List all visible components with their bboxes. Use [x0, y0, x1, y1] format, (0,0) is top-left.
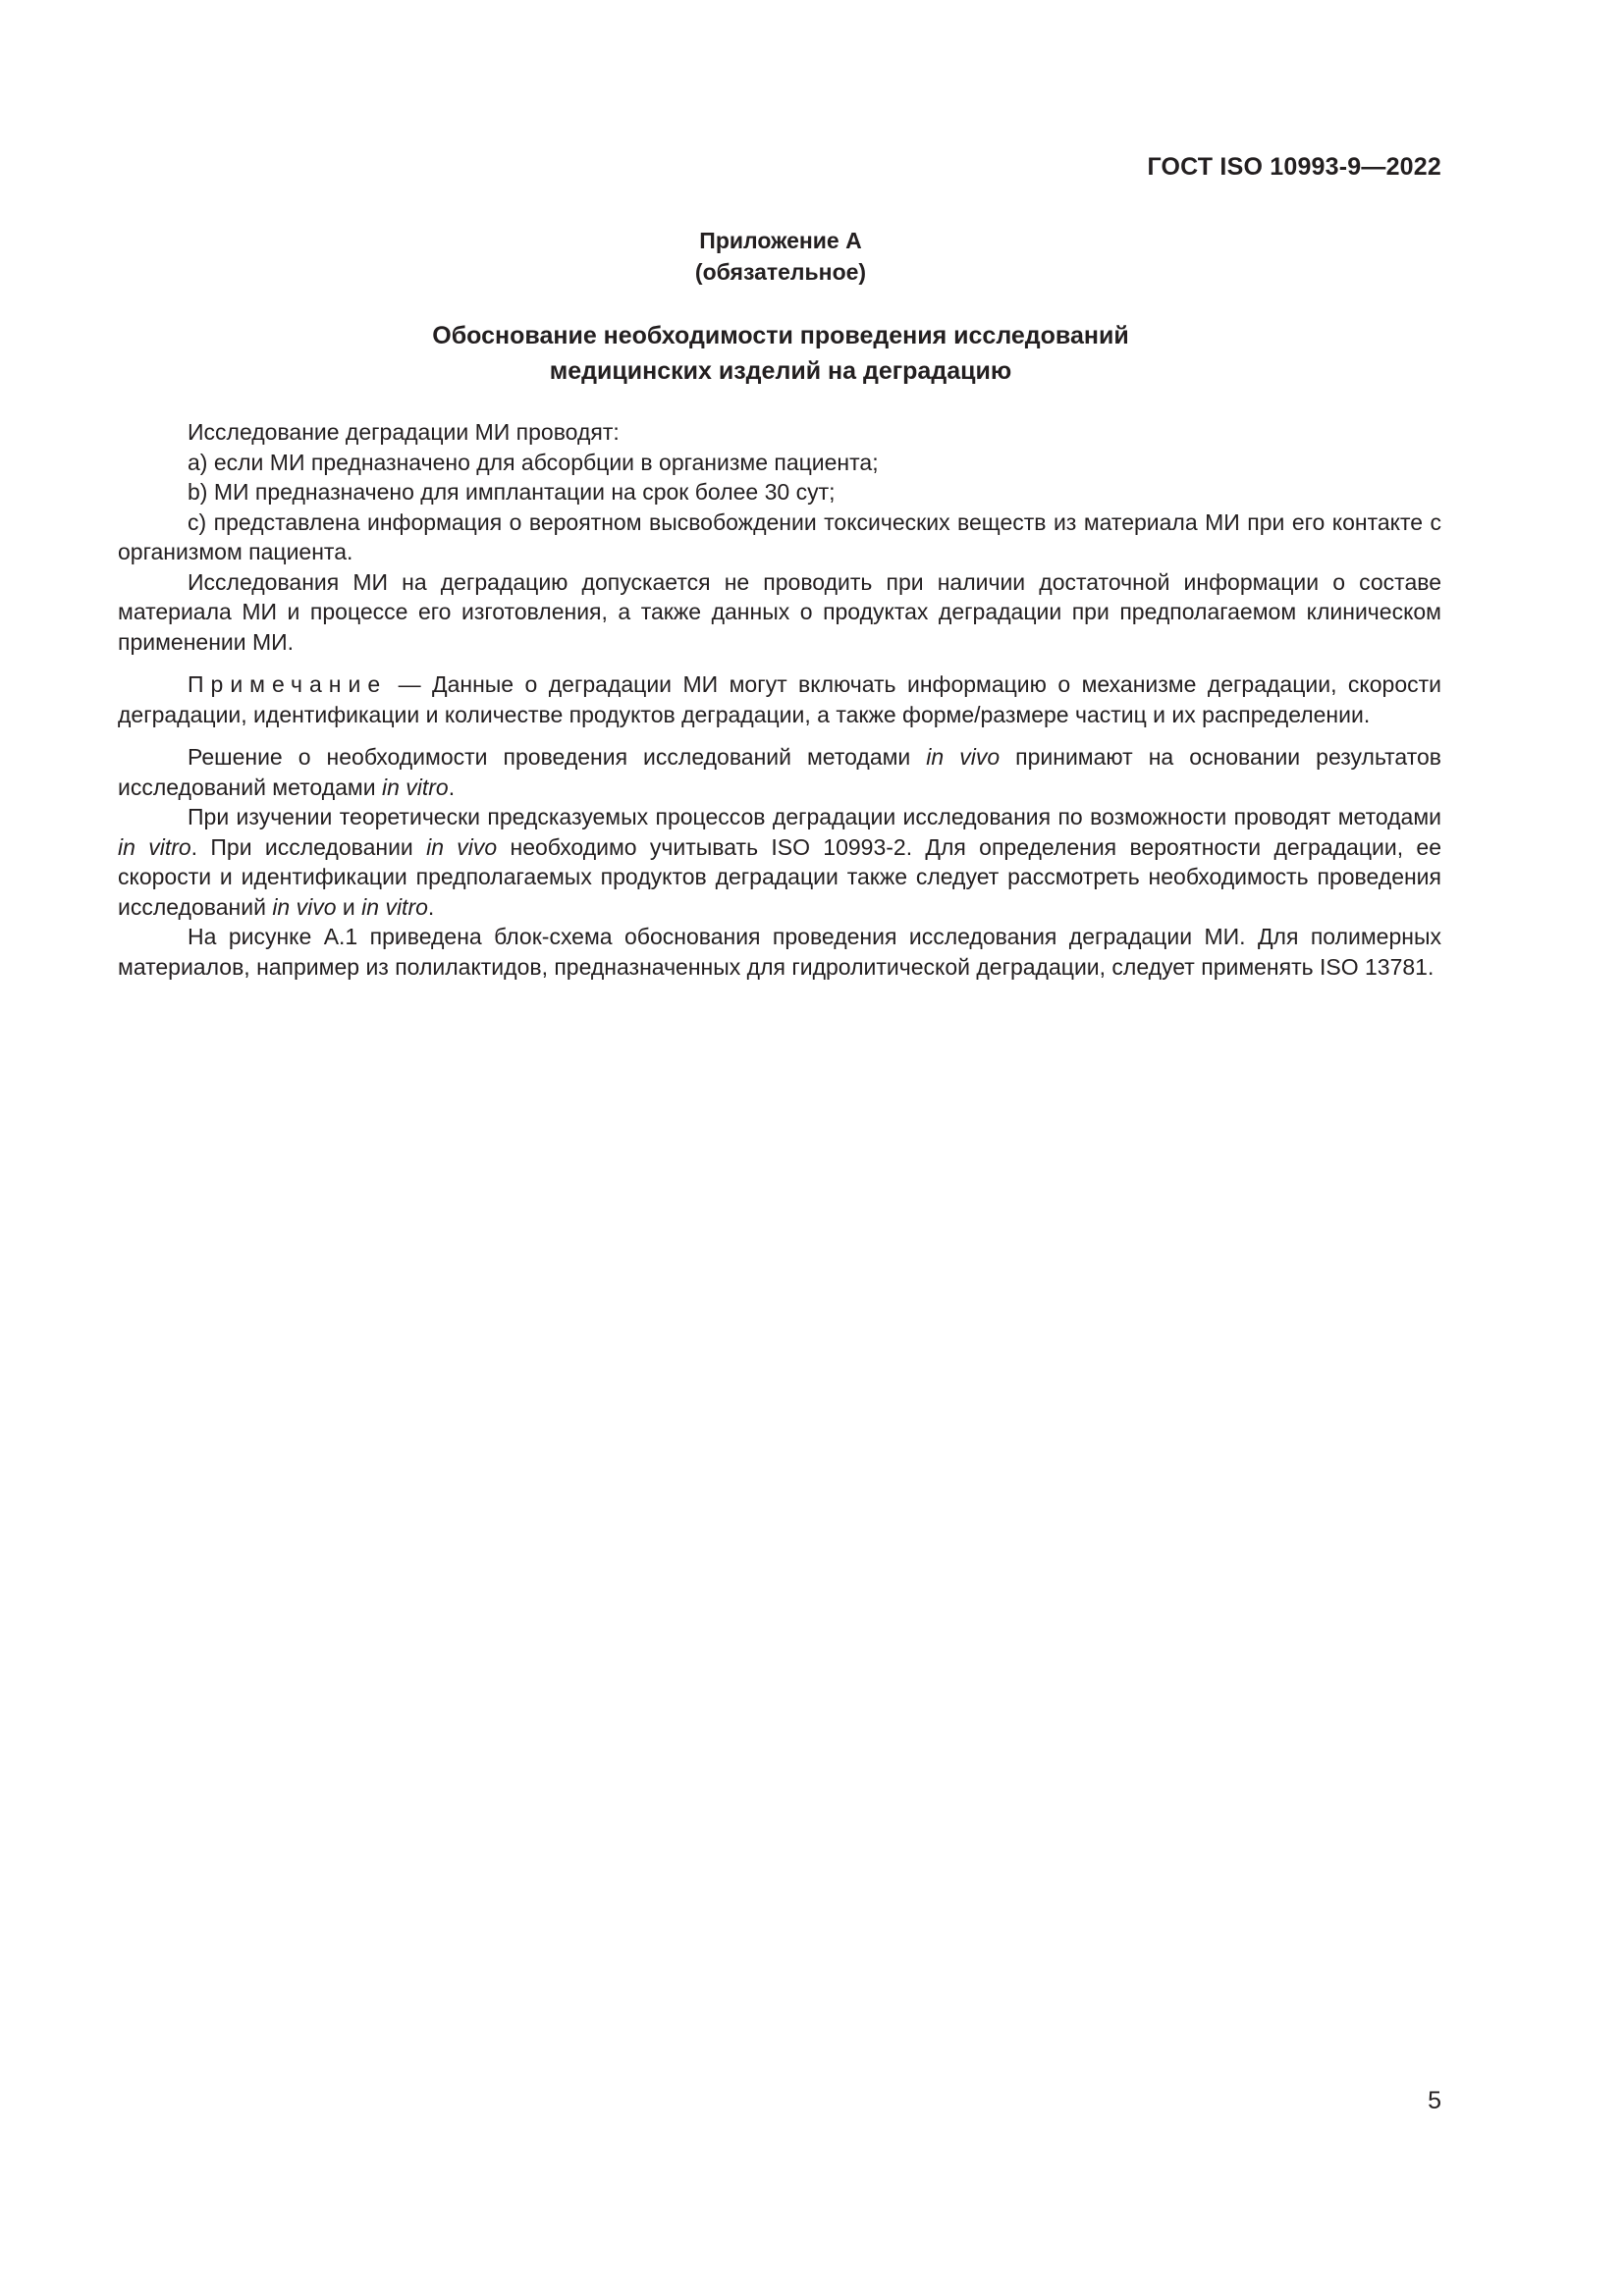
section-heading: [118, 318, 1443, 389]
decision-text-2: принимают на основании результатов исследований методами: [118, 744, 1441, 800]
note-paragraph: [118, 669, 1441, 729]
annex-title: Приложение А: [699, 228, 862, 253]
page-number: 5: [1428, 2087, 1441, 2114]
list-item-c: с) представлена информация о вероятном высвобождении токсических веществ из материала МИ при его контакте с организмом пациента.: [118, 508, 1441, 564]
section-heading-line-1: Обоснование необходимости проведения исследований: [432, 322, 1129, 349]
study-paragraph: [118, 802, 1441, 922]
study-text-4: и: [336, 893, 362, 920]
figure-reference-paragraph: На рисунке А.1 приведена блок-схема обоснования проведения исследования деградации МИ. Для полимерных материалов, например из полилактидов, предназначенных для гидролитической деградации, следует применять ISO 13781.: [118, 924, 1441, 980]
exemption-paragraph: Исследования МИ на деградацию допускается не проводить при наличии достаточной информации о составе материала МИ и процессе его изготовления, а также данных о продуктах деградации при предполагаемом клиническом применении МИ.: [118, 568, 1441, 655]
list-item-a: а) если МИ предназначено для абсорбции в организме пациента;: [188, 449, 879, 475]
decision-text-3: .: [448, 774, 456, 800]
decision-text-1: Решение о необходимости проведения исследований методами: [188, 744, 927, 770]
study-text-5: .: [427, 893, 435, 920]
document-code: ГОСТ ISO 10993-9—2022: [1147, 153, 1441, 181]
term-in-vivo: in vivo: [926, 744, 1001, 770]
term-in-vitro: in vitro: [381, 774, 449, 800]
study-text-3: необходимо учитывать ISO 10993-2. Для определения вероятности деградации, ее скорости и идентификации предполагаемых продуктов деградации также следует рассмотреть необходимость проведения исследований: [118, 833, 1441, 920]
decision-paragraph: [118, 742, 1441, 802]
section-heading-line-2: медицинских изделий на деградацию: [549, 357, 1012, 385]
term-in-vitro: in vitro: [118, 833, 191, 860]
study-text-2: . При исследовании: [190, 833, 427, 860]
note-label: Примечание: [188, 671, 388, 697]
study-text-1: При изучении теоретически предсказуемых процессов деградации исследования по возможности проводят методами: [188, 804, 1441, 829]
body-text: [118, 417, 1441, 982]
list-item-b: b) МИ предназначено для имплантации на срок более 30 сут;: [188, 479, 836, 505]
term-in-vivo: in vivo: [272, 893, 337, 920]
intro-paragraph: Исследование деградации МИ проводят:: [188, 419, 620, 445]
note-text: — Данные о деградации МИ могут включать информацию о механизме деградации, скорости деградации, идентификации и количестве продуктов деградации, а также форме/размере частиц и их распределении.: [118, 671, 1441, 727]
annex-status: (обязательное): [694, 259, 867, 285]
term-in-vitro: in vitro: [361, 893, 428, 920]
term-in-vivo: in vivo: [426, 833, 498, 860]
